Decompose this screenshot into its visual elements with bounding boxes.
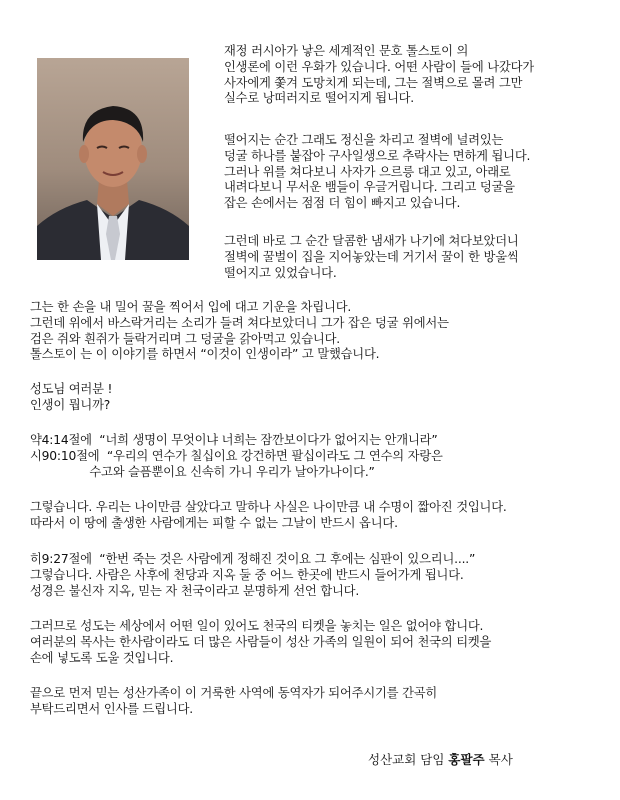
- pastor-portrait-image: [37, 58, 189, 260]
- paragraph-2: 떨어지는 순간 그래도 정신을 차리고 절벽에 널려있는 덩굴 하나를 붙잡아 구사일생으로 추락사는 면하게 됩니다. 그러나 위를 쳐다보니 사자가 으르릉 대고 있고, 아래로 내려다보니 무서운 뱀들이 우글거립니다. 그리고 덩굴을 잡은 손에서는 점점 더 힘이 빠지고 있습니다.: [224, 133, 531, 211]
- paragraph-scripture-1: 약4:14절에 “너희 생명이 무엇이냐 너희는 잠깐보이다가 없어지는 안개니라” 시90:10절에 “우리의 연수가 칠십이요 강건하면 팔십이라도 그 연수의 자랑은 수고와 슬픔뿐이요 신속히 가니 우리가 날아가나이다.”: [30, 433, 443, 479]
- paragraph-greeting: 성도님 여러분 ! 인생이 뭡니까?: [30, 382, 113, 412]
- paragraph-6: 그러므로 성도는 세상에서 어떤 일이 있어도 천국의 티켓을 놓치는 일은 없어야 합니다. 여러분의 목사는 한사람이라도 더 많은 사람들이 성산 가족의 일원이 되어 천국의 티켓을 손에 넣도록 도울 것입니다.: [30, 619, 492, 665]
- signature: [368, 752, 513, 768]
- paragraph-3: 그런데 바로 그 순간 달콤한 냄새가 나기에 쳐다보았더니 절벽에 꿀벌이 집을 지어놓았는데 거기서 꿀이 한 방울씩 떨어지고 있었습니다.: [224, 234, 519, 280]
- signature-name: 홍팔주: [448, 752, 485, 767]
- signature-title: 성산교회 담임: [368, 752, 449, 767]
- paragraph-5: 그렇습니다. 우리는 나이만큼 살았다고 말하나 사실은 나이만큼 내 수명이 짧아진 것입니다. 따라서 이 땅에 출생한 사람에게는 피할 수 없는 그날이 반드시 옵니다.: [30, 500, 507, 530]
- paragraph-scripture-2: 히9:27절에 “한번 죽는 것은 사람에게 정해진 것이요 그 후에는 심판이 있으리니....” 그렇습니다. 사람은 사후에 천당과 지옥 둘 중 어느 한곳에 반드시 들어가게 됩니다. 성경은 불신자 지옥, 믿는 자 천국이라고 분명하게 선언 합니다.: [30, 552, 476, 598]
- paragraph-closing: 끝으로 먼저 믿는 성산가족이 이 거룩한 사역에 동역자가 되어주시기를 간곡히 부탁드리면서 인사를 드립니다.: [30, 686, 438, 716]
- paragraph-4: 그는 한 손을 내 밀어 꿀을 찍어서 입에 대고 기운을 차립니다. 그런데 위에서 바스락거리는 소리가 들려 쳐다보았더니 그가 잡은 덩굴 위에서는 검은 쥐와 흰쥐가 들락거리며 그 덩굴을 갉아먹고 있습니다. 톨스토이 는 이 이야기를 하면서 “이것이 인생이라” 고 말했습니다.: [30, 300, 449, 362]
- portrait-illustration: [37, 58, 189, 260]
- paragraph-1: 재정 러시아가 낳은 세계적인 문호 톨스토이 의 인생론에 이런 우화가 있습니다. 어떤 사람이 들에 나갔다가 사자에게 쫓겨 도망치게 되는데, 그는 절벽으로 몰려 그만 실수로 낭떠러지로 떨어지게 됩니다.: [224, 44, 534, 106]
- signature-role: 목사: [484, 752, 513, 767]
